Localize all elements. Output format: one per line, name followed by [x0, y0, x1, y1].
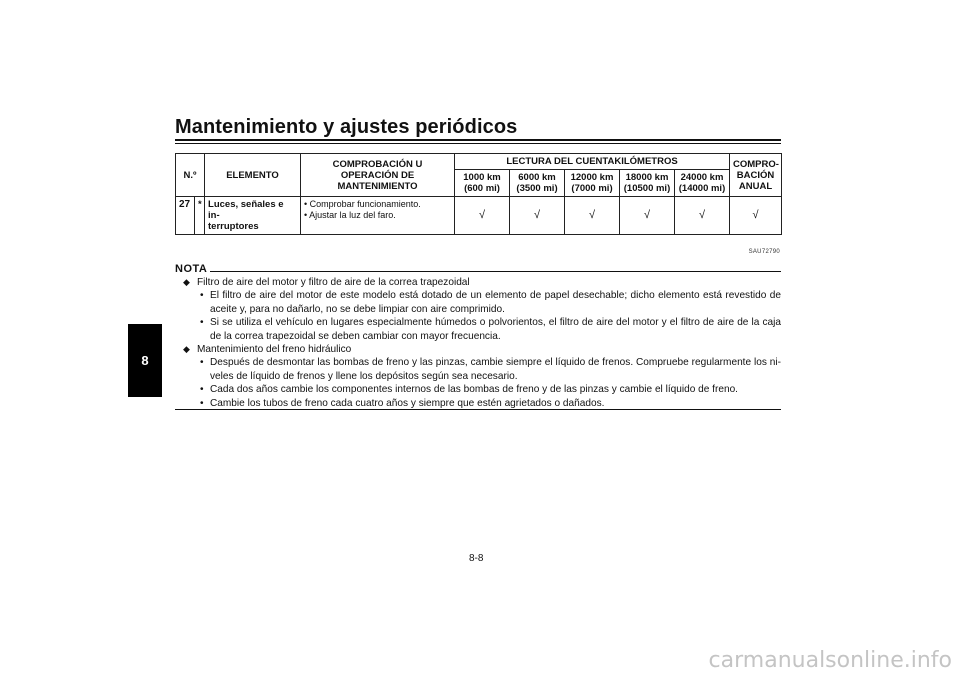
page-title: Mantenimiento y ajustes periódicos	[175, 116, 518, 138]
nota-body	[183, 276, 781, 410]
bullet-icon: •	[200, 290, 204, 302]
row-asterisk: *	[195, 197, 205, 235]
list-item: • Cambie los tubos de freno cada cuatro años y siempre que estén agrietados o dañados.	[200, 397, 605, 409]
page-number: 8-8	[469, 553, 484, 564]
row-element: Luces, señales e in- terruptores	[205, 197, 301, 235]
row-checks: • Comprobar funcionamiento. • Ajustar la luz del faro.	[301, 197, 455, 235]
watermark: carmanualsonline.info	[708, 648, 952, 673]
check-mark: √	[510, 197, 565, 235]
header-element: ELEMENTO	[205, 154, 301, 197]
header-num: N.º	[176, 154, 205, 197]
list-item: • Si se utiliza el vehículo en lugares especialmente húmedos o polvorientos, el filtro de aire del motor y el filtro de aire de la caja de la correa trapezoidal se deben cambiar con mayor frecuencia.	[200, 317, 781, 342]
list-item: • Cada dos años cambie los componentes internos de las bombas de freno y de las pinzas y cambie el líquido de freno.	[200, 384, 738, 396]
nota-label: NOTA	[175, 263, 208, 275]
list-item: • El filtro de aire del motor de este modelo está dotado de un elemento de papel desechable; dicho elemento está revestido de aceite y, para no dañarlo, no se debe limpiar con aire comprimido.	[200, 290, 781, 315]
interval-header: 18000 km (10500 mi)	[620, 170, 675, 197]
bullet-icon: •	[200, 384, 204, 396]
interval-header: 24000 km (14000 mi)	[675, 170, 730, 197]
maintenance-table	[175, 153, 782, 235]
diamond-bullet-icon: ◆	[183, 344, 190, 355]
nota-bottom-rule	[175, 409, 781, 410]
header-annual: COMPRO- BACIÓN ANUAL	[730, 154, 782, 197]
row-number: 27	[176, 197, 195, 235]
title-rule-thin	[175, 143, 781, 144]
header-check: COMPROBACIÓN U OPERACIÓN DE MANTENIMIENTO	[301, 154, 455, 197]
header-odometer: LECTURA DEL CUENTAKILÓMETROS	[455, 154, 730, 170]
check-mark: √	[620, 197, 675, 235]
table-row	[176, 197, 782, 235]
chapter-tab: 8	[128, 324, 162, 397]
check-mark: √	[565, 197, 620, 235]
list-item: • Después de desmontar las bombas de freno y las pinzas, cambie siempre el líquido de frenos. Compruebe regularmente los ni-veles de líquido de frenos y llene los depósitos según sea necesario.	[200, 357, 781, 382]
bullet-icon: •	[200, 397, 204, 409]
interval-header: 6000 km (3500 mi)	[510, 170, 565, 197]
nota-rule	[210, 271, 781, 272]
nota-section-title: ◆ Mantenimiento del freno hidráulico	[183, 344, 352, 356]
bullet-icon: •	[200, 357, 204, 369]
check-mark: √	[730, 197, 782, 235]
check-mark: √	[455, 197, 510, 235]
title-rule-thick	[175, 139, 781, 141]
interval-header: 12000 km (7000 mi)	[565, 170, 620, 197]
table-header-row	[176, 154, 782, 170]
check-mark: √	[675, 197, 730, 235]
nota-section-title: ◆ Filtro de aire del motor y filtro de aire de la correa trapezoidal	[183, 277, 470, 288]
doc-code: SAU72790	[748, 249, 780, 255]
diamond-bullet-icon: ◆	[183, 277, 190, 287]
interval-header: 1000 km (600 mi)	[455, 170, 510, 197]
bullet-icon: •	[200, 317, 204, 329]
